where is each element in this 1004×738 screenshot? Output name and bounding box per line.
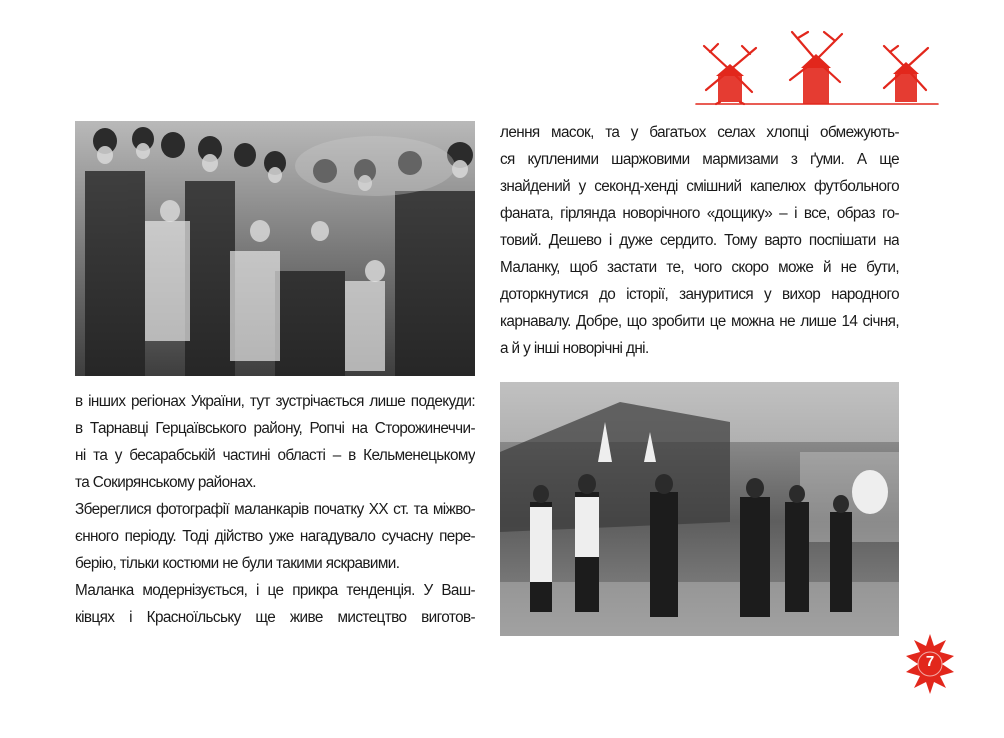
text-line: Маланка модернізується, і це прикра тенденція. У Ваш- — [75, 582, 475, 599]
text-line: знайдений у секонд-хенді смішний капелюх футбольного — [500, 178, 899, 195]
photograph-icon — [500, 382, 899, 636]
text-line: Маланку, щоб застати те, чого скоро може й не бути, — [500, 259, 899, 276]
text-line: ся купленими шаржовими мармизами з ґуми. А ще — [500, 151, 899, 168]
text-line: фаната, гірлянда новорічного «дощику» – і все, образ го- — [500, 205, 899, 222]
text-line: карнавалу. Добре, що зробити це можна не лише 14 січня, — [500, 313, 899, 330]
photo-malanka-procession — [500, 382, 899, 636]
photograph-icon — [75, 121, 475, 376]
text-line: ківцях і Красноїльську ще живе мистецтво виготов- — [75, 609, 475, 626]
text-line: а й у інші новорічні дні. — [500, 340, 649, 357]
right-column-text — [500, 119, 899, 362]
text-line: в Тарнавці Герцаївського району, Ропчі на Сторожинеччи- — [75, 420, 475, 437]
text-line: доторкнутися до історії, зануритися у вихор народного — [500, 286, 899, 303]
left-column-text — [75, 388, 475, 631]
photo-malanka-group — [75, 121, 475, 376]
text-line: Збереглися фотографії маланкарів початку ХХ ст. та міжво- — [75, 501, 475, 518]
text-line: берію, тільки костюми не були такими яскравими. — [75, 555, 400, 572]
text-line: лення масок, та у багатьох селах хлопці обмежують- — [500, 124, 899, 141]
windmills-ornament-icon — [692, 30, 942, 110]
text-line: товий. Дешево і дуже сердито. Тому варто поспішати на — [500, 232, 899, 249]
text-line: ні та у бесарабській частині області – в Кельменецькому — [75, 447, 475, 464]
text-line: єнного періоду. Тоді дійство уже нагадувало сучасну пере- — [75, 528, 475, 545]
text-line: в інших регіонах України, тут зустрічається лише подекуди: — [75, 393, 475, 410]
page-number: 7 — [925, 653, 935, 670]
text-line: та Сокирянському районах. — [75, 474, 256, 491]
page-number-badge — [904, 632, 956, 696]
